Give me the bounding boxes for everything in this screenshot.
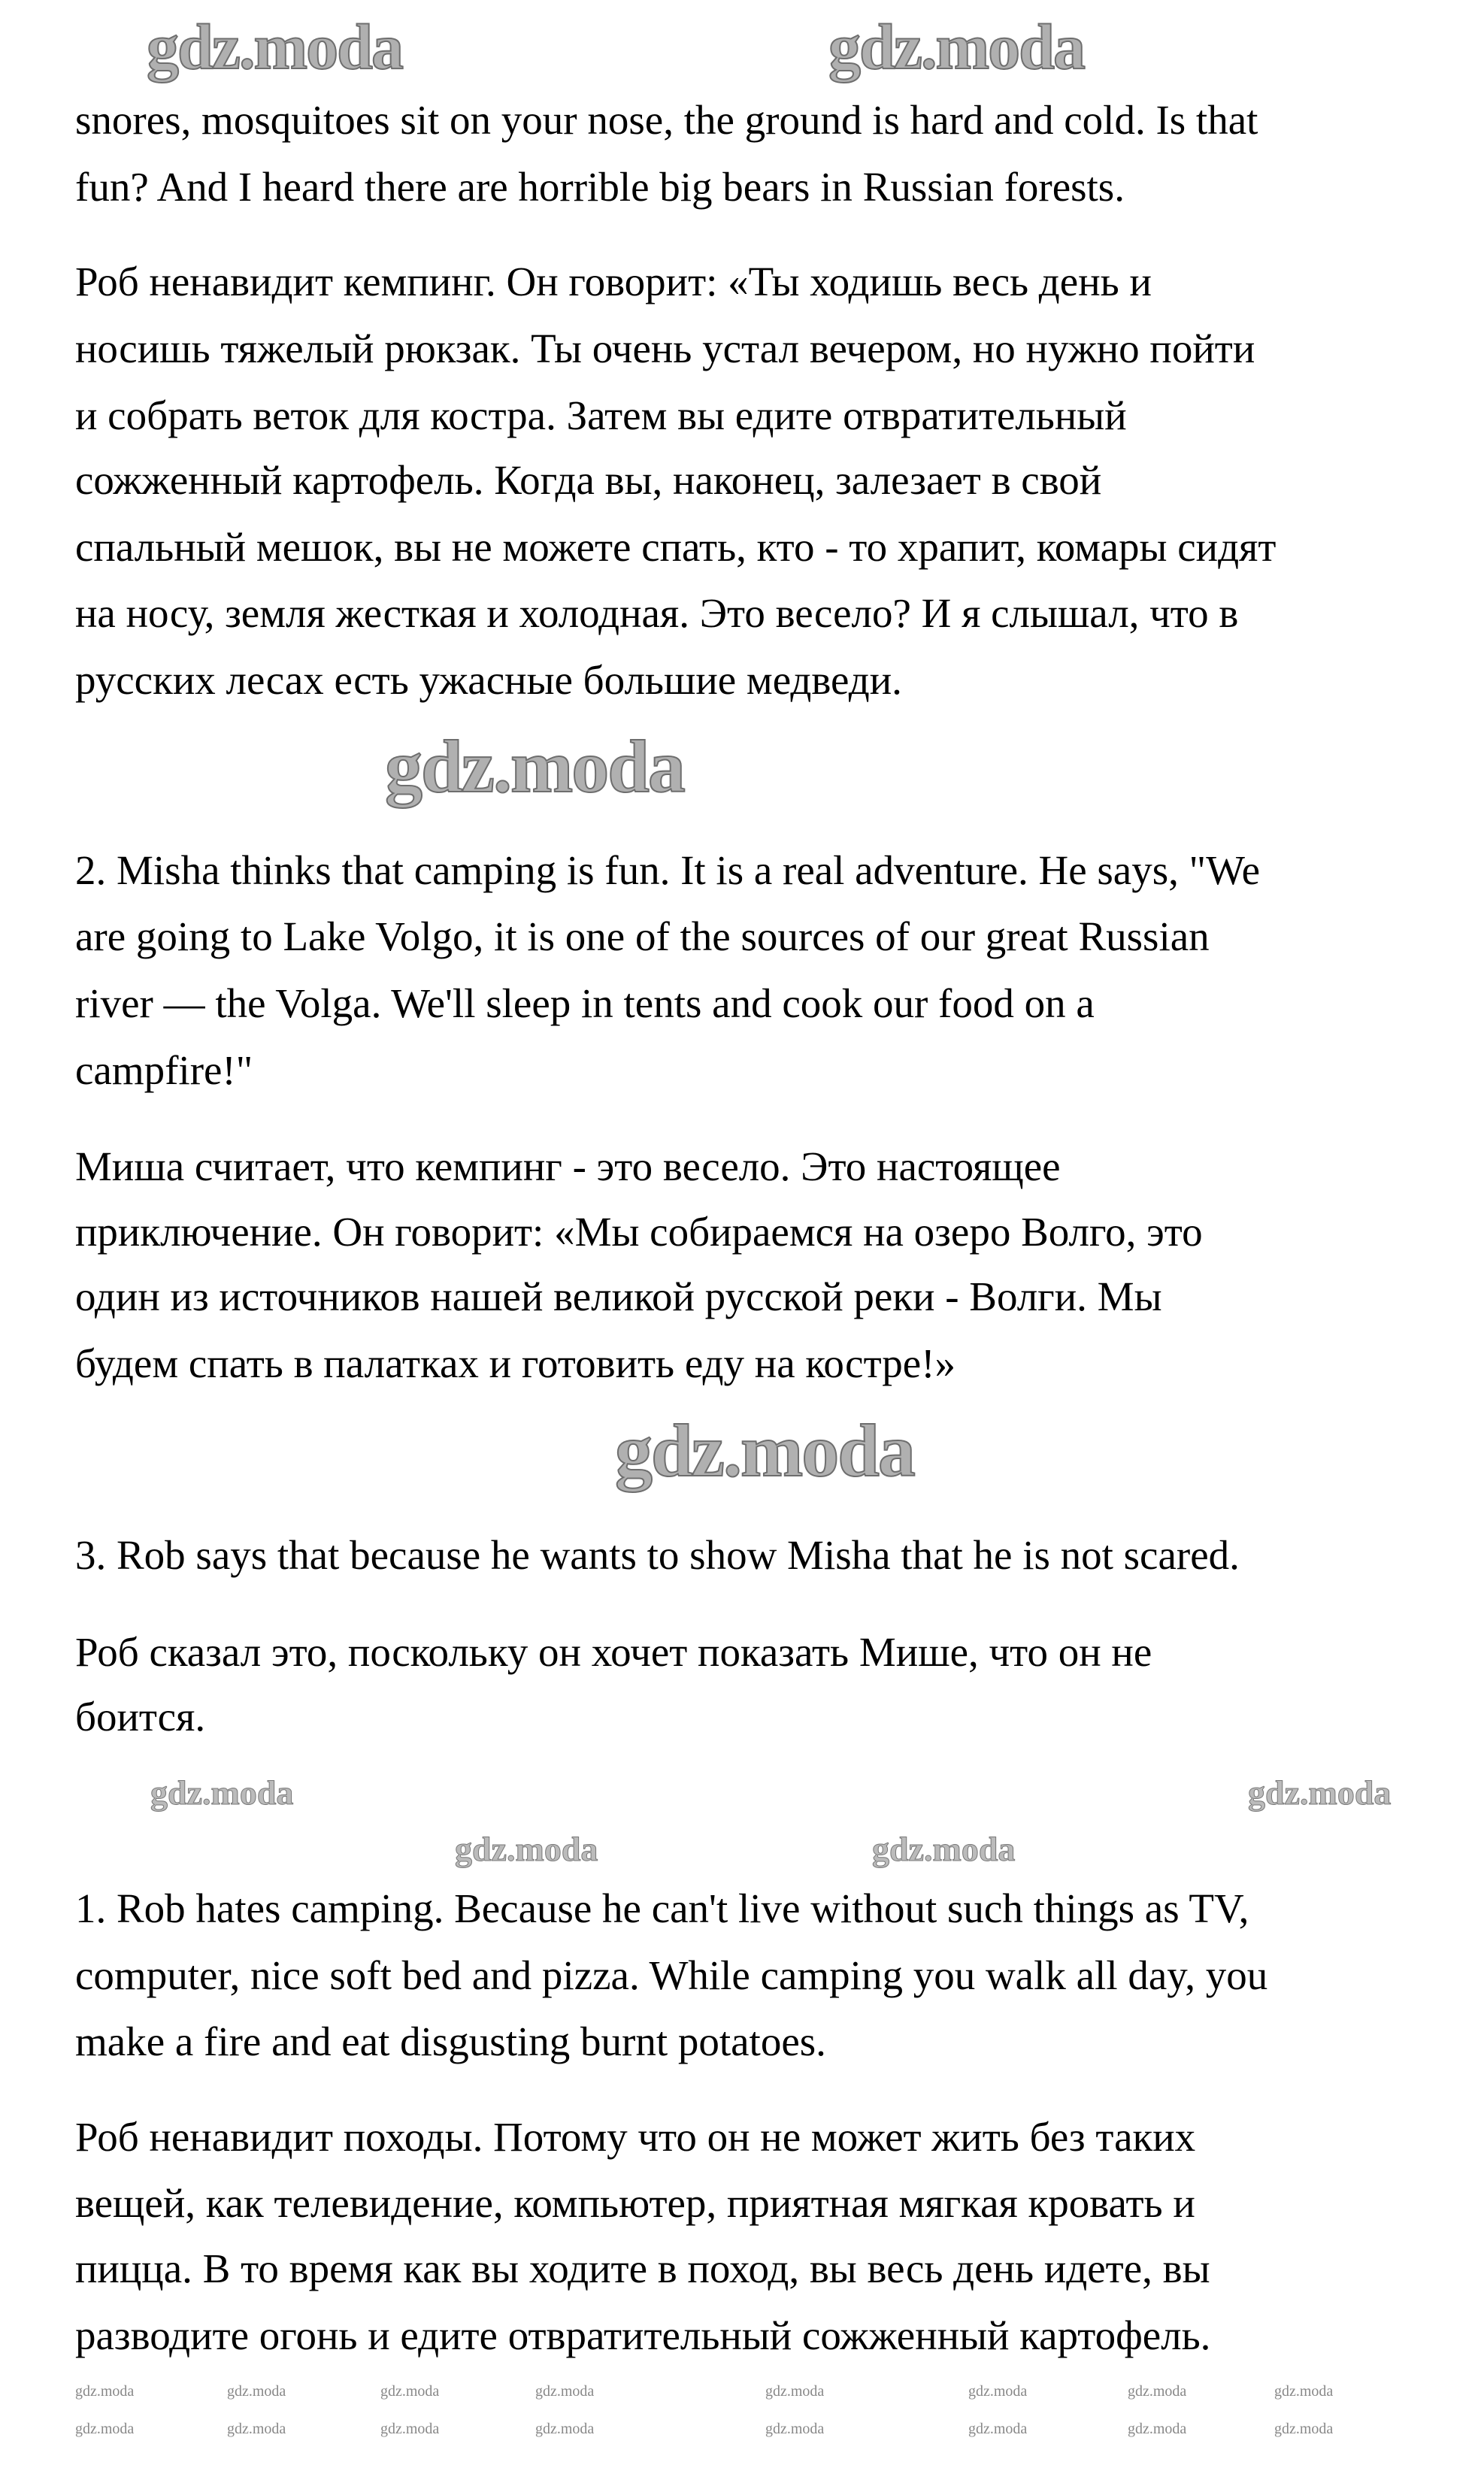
text-line: пицца. В то время как вы ходите в поход, вы весь день идете, вы xyxy=(75,2245,1210,2291)
watermark: gdz.moda xyxy=(227,2421,286,2437)
watermark: gdz.moda xyxy=(75,2421,135,2437)
watermark: gdz.moda xyxy=(380,2421,440,2437)
watermark: gdz.moda xyxy=(455,1830,598,1868)
watermark: gdz.moda xyxy=(1274,2421,1334,2437)
watermark: gdz.moda xyxy=(380,2383,440,2400)
text-line: are going to Lake Volgo, it is one of the sources of our great Russian xyxy=(75,913,1210,959)
text-line: приключение. Он говорит: «Мы собираемся на озеро Волго, это xyxy=(75,1209,1203,1255)
text-line: Роб ненавидит кемпинг. Он говорит: «Ты ходишь весь день и xyxy=(75,259,1152,304)
text-line: fun? And I heard there are horrible big bears in Russian forests. xyxy=(75,164,1125,210)
watermark: gdz.moda xyxy=(385,725,684,808)
watermark: gdz.moda xyxy=(1274,2383,1334,2400)
watermark: gdz.moda xyxy=(1248,1773,1392,1812)
text-line: campfire!" xyxy=(75,1047,253,1093)
text-line: 2. Misha thinks that camping is fun. It is a real adventure. He says, "We xyxy=(75,847,1260,893)
text-line: snores, mosquitoes sit on your nose, the ground is hard and cold. Is that xyxy=(75,97,1258,143)
text-line: один из источников нашей великой русской реки - Волги. Мы xyxy=(75,1273,1162,1319)
watermark: gdz.moda xyxy=(75,2383,135,2400)
watermark: gdz.moda xyxy=(1128,2421,1187,2437)
text-line: боится. xyxy=(75,1694,206,1740)
text-line: Роб сказал это, поскольку он хочет показать Мише, что он не xyxy=(75,1629,1152,1675)
text-line: river — the Volga. We'll sleep in tents and cook our food on a xyxy=(75,980,1095,1026)
watermark: gdz.moda xyxy=(615,1409,914,1492)
text-line: сожженный картофель. Когда вы, наконец, залезает в свой xyxy=(75,457,1102,503)
text-line: спальный мешок, вы не можете спать, кто - то храпит, комары сидят xyxy=(75,524,1277,570)
text-line: на носу, земля жесткая и холодная. Это весело? И я слышал, что в xyxy=(75,590,1239,636)
text-line: 1. Rob hates camping. Because he can't live without such things as TV, xyxy=(75,1885,1249,1931)
watermark: gdz.moda xyxy=(150,1773,294,1812)
watermark: gdz.moda xyxy=(1128,2383,1187,2400)
text-line: русских лесах есть ужасные большие медведи. xyxy=(75,657,902,703)
text-line: computer, nice soft bed and pizza. While camping you walk all day, you xyxy=(75,1952,1268,1998)
watermark: gdz.moda xyxy=(765,2421,825,2437)
watermark: gdz.moda xyxy=(147,11,402,83)
text-line: Миша считает, что кемпинг - это весело. Это настоящее xyxy=(75,1143,1061,1189)
text-line: make a fire and eat disgusting burnt potatoes. xyxy=(75,2018,826,2064)
watermark: gdz.moda xyxy=(535,2421,595,2437)
text-line: 3. Rob says that because he wants to show Misha that he is not scared. xyxy=(75,1532,1240,1578)
watermark: gdz.moda xyxy=(968,2421,1028,2437)
watermark: gdz.moda xyxy=(828,11,1084,83)
text-line: Роб ненавидит походы. Потому что он не может жить без таких xyxy=(75,2114,1196,2160)
text-line: будем спать в палатках и готовить еду на костре!» xyxy=(75,1340,956,1386)
watermark: gdz.moda xyxy=(872,1830,1016,1868)
text-line: и собрать веток для костра. Затем вы едите отвратительный xyxy=(75,392,1127,438)
watermark: gdz.moda xyxy=(227,2383,286,2400)
watermark: gdz.moda xyxy=(968,2383,1028,2400)
text-line: разводите огонь и едите отвратительный сожженный картофель. xyxy=(75,2312,1211,2358)
text-line: носишь тяжелый рюкзак. Ты очень устал вечером, но нужно пойти xyxy=(75,326,1255,371)
watermark: gdz.moda xyxy=(535,2383,595,2400)
watermark: gdz.moda xyxy=(765,2383,825,2400)
text-line: вещей, как телевидение, компьютер, приятная мягкая кровать и xyxy=(75,2180,1195,2226)
